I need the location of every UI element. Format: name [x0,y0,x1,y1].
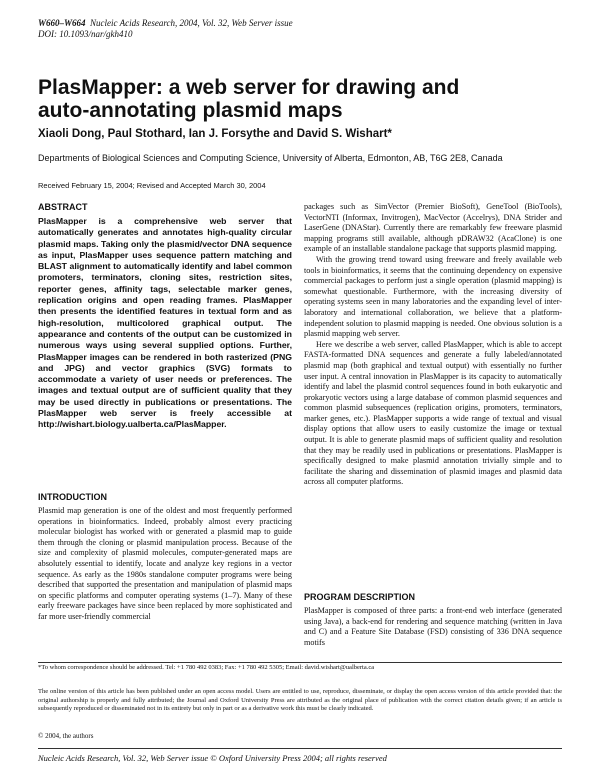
copyright: © 2004, the authors [38,732,94,740]
journal-header [38,18,293,28]
paper-title: PlasMapper: a web server for drawing and auto-annotating plasmid maps [38,76,460,122]
footnote-divider [38,662,562,663]
introduction-heading: INTRODUCTION [38,492,107,502]
authors: Xiaoli Dong, Paul Stothard, Ian J. Forsythe and David S. Wishart* [38,128,392,140]
received-dates: Received February 15, 2004; Revised and Accepted March 30, 2004 [38,181,266,190]
introduction-text: Plasmid map generation is one of the oldest and most frequently performed operations in bioinformatics. Indeed, probably almost every practicing molecular biologist has worked with or generated a plasmid map to guide them through the cloning or plasmid manipulation process. Because of the size and complexity of plasmid molecules, computer-generated maps are absolutely essential to identify, locate and analyze key regions in a vector sequence. As early as the 1980s standalone computer programs were being described that supported the presentation and manipulation of plasmid maps on specific platforms and computer operating systems (1–7). Many of these early freeware packages have since been replaced by more sophisticated and far more user-friendly commercial [38,506,292,621]
program-description-section [304,606,562,648]
program-description-text: PlasMapper is composed of three parts: a front-end web interface (generated using Java), a back-end for rendering and sequence matching (written in Java and C) and a Feature Site Database (FSD) consisting of 336 DNA sequence motifs [304,606,562,647]
introduction-section [38,506,292,623]
footer-divider [38,748,562,749]
correspondence-footnote: *To whom correspondence should be addressed. Tel: +1 780 492 0383; Fax: +1 780 492 5305; Email: david.wishart@ualberta.ca [38,664,375,671]
left-column [38,202,292,431]
right-paragraph-2: With the growing trend toward using freeware and freely available web tools in bioinformatics, it seems that the continuing dependency on expensive commercial packages to perform just a single operation (plasmid mapping) is somewhat questionable. Furthermore, with the increasing diversity of operating systems seen in many laboratories and the expanding level of inter-laboratory and international collaboration, we believe that a platform-independent solution to plasmid mapping is needed. One obvious solution is a plasmid mapping web server. [304,254,562,339]
abstract-heading: ABSTRACT [38,202,88,212]
program-description-heading: PROGRAM DESCRIPTION [304,592,416,602]
license-notice: The online version of this article has been published under an open access model. Users are entitled to use, reproduce, disseminate, or display the open access version of this article provided that: the original authorship is properly and fully attributed; the Journal and Oxford University Press are attributed as the original place of publication with the correct citation details given; if an article is subsequently reproduced or disseminated not in its entirety but only in part or as a derivative work this must be clearly indicated. [38,688,562,713]
right-paragraph-1: packages such as SimVector (Premier BioSoft), GeneTool (BioTools), VectorNTI (Informax, Invitrogen), MacVector (Accelrys), DNA Strider and LaserGene (DNAStar). Currently there are remarkably few freeware plasmid mapping programs still available, although pDRAW32 (AcaClone) is one example of an installable standalone package that supports plasmid mapping. [304,202,562,254]
right-column [304,202,562,488]
right-paragraph-3: Here we describe a web server, called PlasMapper, which is able to accept FASTA-formatted DNA sequences and generate a fully labeled/annotated plasmid map (both graphical and textual output) with essentially no further user input. A central innovation in PlasMapper is its capacity to automatically identify and label the plasmid control sequences found in both eukaryotic and prokaryotic vectors using a large database of common plasmid sequences and common plasmid subsequences (replication origins, promoters, terminators, marker genes, etc.). PlasMapper supports a wide range of textual and visual display options that allow users to easily customize the image or textual output. It is able to generate plasmid maps of sufficient quality and resolution that they may be readily used in publications or presentations. PlasMapper is specifically designed to make plasmid annotation trivially simple and to facilitate the sharing and dissemination of plasmid images and plasmid data across all computer platforms. [304,339,562,487]
doi: DOI: 10.1093/nar/gkh410 [38,29,133,39]
journal-citation: Nucleic Acids Research, 2004, Vol. 32, Web Server issue [90,18,293,28]
page-range: W660–W664 [38,18,86,28]
affiliation: Departments of Biological Sciences and Computing Science, University of Alberta, Edmonton, AB, T6G 2E8, Canada [38,153,503,163]
abstract-text: PlasMapper is a comprehensive web server that automatically generates and annotates high-quality circular plasmid maps. Taking only the plasmid/vector DNA sequence as input, PlasMapper uses sequence pattern matching and BLAST alignment to automatically identify and label common promoters, terminators, cloning sites, restriction sites, reporter genes, affinity tags, selectable marker genes, replication origins and open reading frames. PlasMapper then presents the identified features in textual form and as high-resolution, multicolored graphical output. The appearance and contents of the output can be customized in numerous ways using several supplied options. Further, PlasMapper images can be rendered in both rasterized (PNG and JPG) and vector graphics (SVG) formats to accommodate a variety of user needs or preferences. The images and textual output are of sufficient quality that they may be used directly in publications or presentations. The PlasMapper web server is freely accessible at http://wishart.biology.ualberta.ca/PlasMapper. [38,216,292,430]
journal-footer: Nucleic Acids Research, Vol. 32, Web Server issue © Oxford University Press 2004; all rights reserved [38,753,387,763]
